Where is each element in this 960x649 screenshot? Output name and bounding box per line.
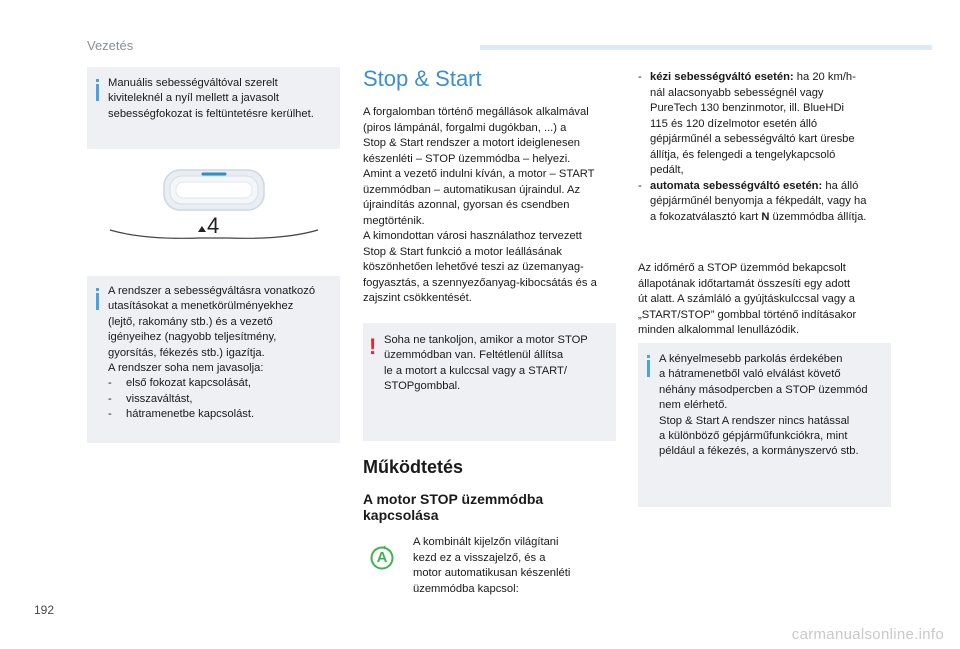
list-item: - hátramenetbe kapcsolást. (108, 408, 255, 421)
info-icon (96, 84, 99, 101)
indicator-description (413, 535, 613, 597)
info-box-gear-arrow (87, 67, 340, 149)
text-line: (piros lámpánál, forgalmi dugókban, ...) a (363, 121, 567, 134)
text-line: nem elérhető. (659, 399, 728, 412)
text-line: A rendszer soha nem javasolja: (108, 362, 264, 375)
text-line: Az időmérő a STOP üzemmód bekapcsolt (638, 262, 846, 274)
header-accent-bar (480, 45, 932, 50)
text-line: A kombinált kijelzőn világítani (413, 536, 559, 548)
text-line: Stop & Start rendszer a motort ideiglenesen (363, 137, 581, 149)
text-line: például a fékezés, a kormányszervó stb. (659, 445, 859, 458)
warning-text (384, 333, 614, 395)
gear-number: 4 (207, 213, 220, 238)
text-line: köszönhetően lehetővé teszi az üzemanyag- (363, 261, 584, 273)
timer-paragraph (638, 261, 894, 339)
text-line: állapotának időtartamát összesíti egy adott (638, 277, 851, 290)
text-line: kezd ez a visszajelző, és a (413, 551, 546, 564)
text-line: megtörténik. (363, 214, 425, 227)
text-line: igényeihez (nagyobb teljesítmény, (108, 331, 277, 344)
section-heading-operation: Működtetés (363, 457, 464, 477)
text-part: a fokozatválasztó kart (650, 210, 762, 223)
list-item: - automata sebességváltó esetén: ha álló gépjárműnél benyomja a fékpedált, vagy ha a fokozatválasztó kart N üzemmódba állítja. (638, 179, 894, 226)
gear-indicator-illustration (104, 160, 324, 242)
text-line: A kimondottan városi használathoz tervezett (363, 230, 582, 242)
text-line: A forgalomban történő megállások alkalmával (363, 106, 589, 118)
list-item: - kézi sebességváltó esetén: ha 20 km/h- nál alacsonyabb sebességnél vagy PureTech 130 benzinmotor, ill. BlueHDi 115 és 120 dízelmotor esetén álló gépjárműnél a sebességváltó kart üresbe állítja, és felengedi a tengelykapcsoló pedált, (638, 70, 894, 179)
text-line: Soha ne tankoljon, amikor a motor STOP (384, 334, 588, 346)
text-line: 115 és 120 dízelmotor esetén álló (650, 117, 818, 130)
indicator-letter: A (376, 549, 388, 566)
list-item-text: visszaváltást, (126, 392, 193, 405)
info-box-text (108, 76, 338, 122)
text-line: motor automatikusan készenléti (413, 567, 571, 579)
text-line: gyorsítás, fékezés stb.) igazítja. (108, 346, 265, 359)
info-icon (647, 360, 650, 377)
section-title: Stop & Start (363, 66, 482, 91)
text-line: Manuális sebességváltóval szerelt (108, 77, 278, 89)
text-line: kapcsolása (363, 507, 439, 523)
text-line: zajszint csökkentését. (363, 292, 472, 304)
intro-paragraph (363, 105, 623, 307)
info-box-parking (638, 343, 891, 507)
list-item: - első fokozat kapcsolását, (108, 377, 251, 390)
list-item-text: hátramenetbe kapcsolást. (126, 408, 255, 421)
text-line: üzemmódban – automatikusan újraindul. Az (363, 183, 581, 196)
info-box-text (659, 352, 889, 460)
text-part: üzemmódba állítja. (769, 210, 867, 223)
text-line: STOPgombbal. (384, 380, 461, 393)
text-line: állítja, és felengedi a tengelykapcsoló (650, 148, 836, 161)
list-item-text: első fokozat kapcsolását, (126, 377, 251, 390)
text-line: A kényelmesebb parkolás érdekében (659, 353, 843, 365)
info-box-text (108, 284, 338, 423)
text-line: üzemmódban van. Feltétlenül állítsa (384, 349, 564, 362)
text-line: pedált, (650, 164, 684, 176)
text-line: üzemmódba kapcsol: (413, 582, 519, 595)
warning-box (363, 323, 616, 441)
text-line: nál alacsonyabb sebességnél vagy (650, 86, 824, 99)
text-line: ha 20 km/h- (793, 71, 856, 83)
text-line: Amint a vezető indulni kíván, a motor – START (363, 168, 595, 180)
text-line: újraindítás azonnal, gyorsan és csendben (363, 199, 570, 211)
text-line: ha álló (822, 179, 859, 192)
text-line: út alatt. A számláló a gyújtáskulccsal vagy a (638, 293, 856, 305)
text-line: néhány másodpercben a STOP üzemmód (659, 383, 868, 396)
list-item-label: kézi sebességváltó esetén: (650, 71, 794, 83)
text-line: Stop & Start funkció a motor leállásának (363, 245, 562, 258)
text-line: A rendszer a sebességváltásra vonatkozó (108, 285, 316, 297)
text-line: (lejtő, rakomány stb.) és a vezető (108, 315, 273, 328)
warning-icon: ! (369, 334, 377, 359)
text-line: A motor STOP üzemmódba (363, 491, 544, 507)
text-line: „START/STOP” gombbal történő indításakor (638, 308, 857, 321)
list-item: - visszaváltást, (108, 392, 193, 405)
info-box-gear-shift (87, 276, 340, 443)
text-line: sebességfokozat is feltüntetésre kerülhet. (108, 107, 314, 120)
text-line: készenléti – STOP üzemmódba – helyezi. (363, 152, 571, 165)
text-line: utasításokat a menetkörülményekhez (108, 300, 294, 313)
text-line: Stop & Start A rendszer nincs hatással (659, 414, 850, 427)
header-title: Vezetés (87, 38, 134, 53)
stop-conditions-list (638, 70, 894, 225)
page-number: 192 (34, 603, 55, 617)
auto-stop-indicator-icon (369, 545, 395, 571)
text-line: fogyasztás, a szennyezőanyag-kibocsátás és a (363, 276, 597, 289)
list-item-label: automata sebességváltó esetén: (650, 179, 823, 192)
watermark: carmanualsonline.info (791, 626, 944, 643)
text-line: gépjárműnél a sebességváltó kart üresbe (650, 133, 855, 145)
gear-letter: N (761, 210, 770, 223)
text-line: le a motort a kulccsal vagy a START/ (384, 364, 568, 377)
text-line: a hátramenetből való elválást követő (659, 368, 841, 381)
text-line: kiviteleknél a nyíl mellett a javasolt (108, 92, 279, 105)
text-line: minden alkalommal lenullázódik. (638, 324, 800, 336)
text-line (650, 210, 894, 226)
text-line: a különböző gépjárműfunkciókra, mint (659, 430, 848, 443)
text-line: PureTech 130 benzinmotor, ill. BlueHDi (650, 102, 845, 114)
info-icon (96, 293, 99, 310)
text-line: gépjárműnél benyomja a fékpedált, vagy ha (650, 195, 867, 207)
subsection-heading-stop-mode (363, 491, 613, 523)
